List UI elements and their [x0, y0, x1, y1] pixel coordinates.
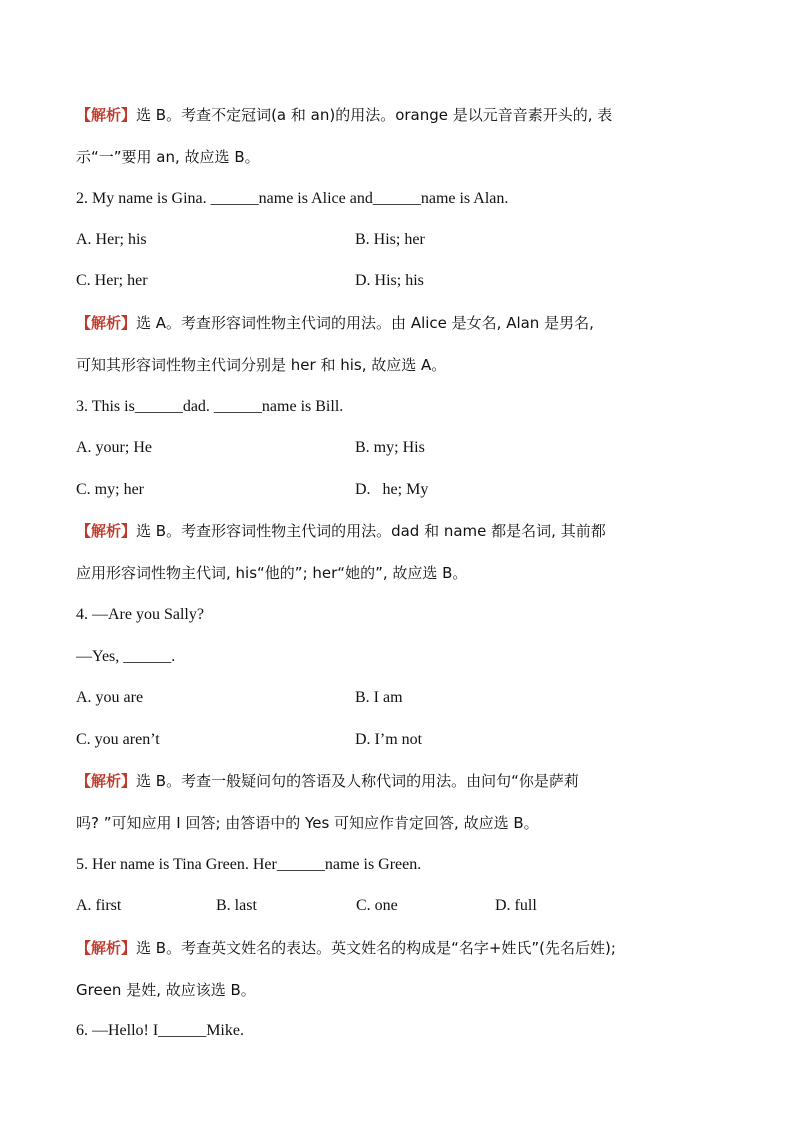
explanation-text: 选 B。考查形容词性物主代词的用法。dad 和 name 都是名词, 其前都: [136, 522, 606, 540]
explanation-text: 选 B。考查一般疑问句的答语及人称代词的用法。由问句“你是萨莉: [136, 772, 579, 790]
explanation-text: 吗? ”可知应用 I 回答; 由答语中的 Yes 可知应作肯定回答, 故应选 B。: [76, 814, 539, 832]
explanation-q2-line2: [76, 354, 726, 377]
option-a: A. first: [76, 897, 122, 914]
explanation-q1-line2: [76, 146, 726, 169]
option-d: D. His; his: [355, 272, 424, 289]
explanation-q4-line1: [76, 770, 726, 793]
option-c: C. one: [356, 897, 398, 914]
option-b: B. His; her: [355, 231, 425, 248]
explanation-q5-line2: [76, 979, 726, 1002]
question-4: 4. —Are you Sally?: [76, 606, 204, 623]
option-a: A. you are: [76, 689, 144, 706]
explanation-text: 选 B。考查英文姓名的表达。英文姓名的构成是“名字+姓氏”(先名后姓);: [136, 939, 616, 957]
option-d: D. I’m not: [355, 731, 423, 748]
explanation-q3-line1: [76, 520, 726, 543]
explanation-text: 示“一”要用 an, 故应选 B。: [76, 148, 260, 166]
explanation-label: 【解析】: [76, 939, 137, 957]
explanation-label: 【解析】: [76, 522, 137, 540]
explanation-q3-line2: [76, 562, 726, 585]
explanation-text: 应用形容词性物主代词, his“他的”; her“她的”, 故应选 B。: [76, 564, 468, 582]
option-b: B. my; His: [355, 439, 425, 456]
explanation-q1-line1: [76, 104, 726, 127]
question-2: 2. My name is Gina. ______name is Alice and______name is Alan.: [76, 190, 509, 207]
question-3: 3. This is______dad. ______name is Bill.: [76, 398, 344, 415]
option-b: B. last: [216, 897, 257, 914]
option-c: C. you aren’t: [76, 731, 160, 748]
explanation-label: 【解析】: [76, 314, 137, 332]
explanation-label: 【解析】: [76, 772, 137, 790]
option-d: D. full: [495, 897, 537, 914]
question-5: 5. Her name is Tina Green. Her______name is Green.: [76, 856, 422, 873]
option-a: A. your; He: [76, 439, 152, 456]
explanation-q2-line1: [76, 312, 726, 335]
explanation-q4-line2: [76, 812, 726, 835]
option-c: C. my; her: [76, 481, 144, 498]
option-b: B. I am: [355, 689, 403, 706]
option-d: D. he; My: [355, 481, 429, 498]
option-a: A. Her; his: [76, 231, 147, 248]
explanation-text: 选 A。考查形容词性物主代词的用法。由 Alice 是女名, Alan 是男名,: [136, 314, 594, 332]
explanation-text: Green 是姓, 故应该选 B。: [76, 981, 256, 999]
explanation-text: 可知其形容词性物主代词分别是 her 和 his, 故应选 A。: [76, 356, 447, 374]
explanation-label: 【解析】: [76, 106, 137, 124]
explanation-text: 选 B。考查不定冠词(a 和 an)的用法。orange 是以元音音素开头的, 表: [136, 106, 613, 124]
option-c: C. Her; her: [76, 272, 148, 289]
question-6: 6. —Hello! I______Mike.: [76, 1022, 244, 1039]
explanation-q5-line1: [76, 937, 726, 960]
question-4-response: —Yes, ______.: [76, 648, 176, 665]
